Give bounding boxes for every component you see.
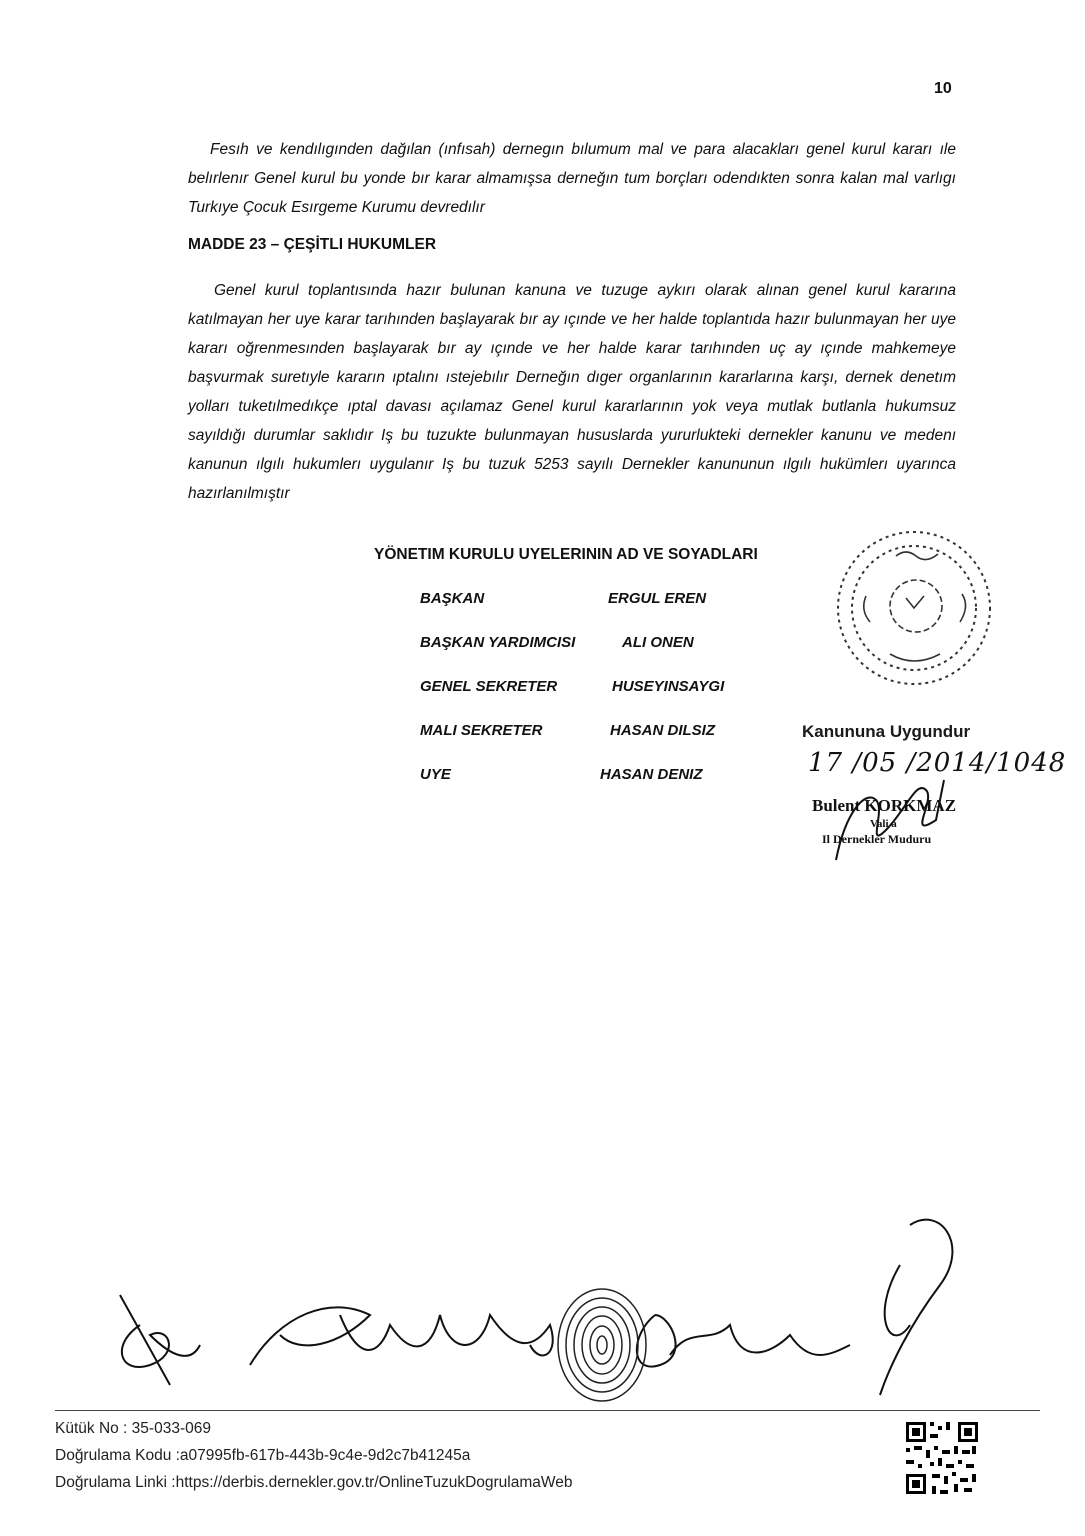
- qr-code: [904, 1420, 980, 1501]
- article-22-closing-paragraph: Fesıh ve kendılıgınden dağılan (ınfısah) dernegın bılumum mal ve para alacakları genel kurul kararı ıle belırlenır Genel kurul bu yonde bır karar almamışsa derneğın tum borçları odendıkten sonra kalan mal varlıgı Turkıye Çocuk Esırgeme Kurumu devredılır: [188, 141, 956, 216]
- verification-code: Doğrulama Kodu :a07995fb-617b-443b-9c4e-9d2c7b41245a: [55, 1447, 471, 1464]
- member-role: MALI SEKRETER: [420, 722, 543, 739]
- board-members-title: YÖNETIM KURULU UYELERININ AD VE SOYADLARI: [374, 546, 758, 563]
- registry-number: Kütük No : 35-033-069: [55, 1420, 211, 1437]
- member-role: GENEL SEKRETER: [420, 678, 558, 695]
- official-title-line1: Vali a: [870, 818, 897, 830]
- official-name: Bulent KORKMAZ: [812, 796, 957, 815]
- member-role: BAŞKAN YARDIMCISI: [420, 634, 576, 651]
- member-role: UYE: [420, 766, 451, 783]
- official-stamp: [826, 526, 1006, 701]
- approval-label: Kanununa Uygundur: [802, 722, 971, 741]
- article-23-paragraph: Genel kurul toplantısında hazır bulunan kanuna ve tuzuge aykırı olarak alınan genel kurul kararına katılmayan her uye karar tarıhınden başlayarak bır ay ıçınde ve her halde toplantıda hazır bulunmayan her uye kararı oğrenmesınden başlayarak bır ay ıçınde ve her halde karar tarıhınden uç ay ıçınde mahkemeye başvurmak suretıyle kararın ıptalını ıstejebılır Derneğın dıger organlarının kararlarına karşı, dernek denetım yolları tuketılmedıkçe ıptal davası açılamaz Genel kurul kararlarının yok veya mutlak butlanla hukumsuz sayıldığı durumlar saklıdır Iş bu tuzukte bulunmayan hususlarda yururlukteki dernekler kanunu ve medenı kanunun ılgılı hukumlerı uygulanır Iş bu tuzuk 5253 sayılı Dernekler kanununun ılgılı hukümlerı uyarınca hazırlanılmıştır: [188, 282, 956, 502]
- official-signature: [826, 770, 956, 875]
- member-signatures: [110, 1205, 990, 1410]
- approval-date: 17 /05 /2014/1048: [808, 748, 1067, 778]
- member-name: HUSEYINSAYGI: [612, 678, 725, 695]
- official-title-line2: Il Dernekler Muduru: [822, 832, 932, 846]
- member-name: HASAN DENIZ: [600, 766, 703, 783]
- page-number: 10: [934, 80, 952, 97]
- member-role: BAŞKAN: [420, 590, 485, 607]
- verification-link[interactable]: Doğrulama Linki :https://derbis.dernekler.gov.tr/OnlineTuzukDogrulamaWeb: [55, 1474, 573, 1491]
- member-name: ALI ONEN: [622, 634, 694, 651]
- article-23-heading: MADDE 23 – ÇEŞİTLI HUKUMLER: [188, 236, 437, 253]
- member-name: ERGUL EREN: [608, 590, 707, 607]
- footer-divider: [55, 1410, 1040, 1411]
- member-name: HASAN DILSIZ: [610, 722, 715, 739]
